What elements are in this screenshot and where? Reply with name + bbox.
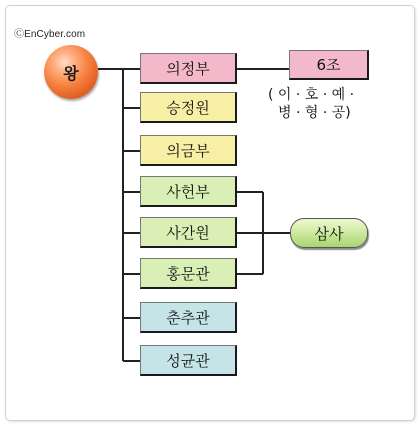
office-seungjeongwon: 승정원: [140, 92, 237, 123]
office-uigeumbu: 의금부: [140, 135, 237, 166]
six-ministries-detail-line1: ( 이 · 호 · 예 ·: [268, 87, 355, 103]
six-ministries-node: 6조: [289, 50, 369, 80]
office-seonggyungwan: 성균관: [140, 345, 237, 376]
king-node: 왕: [44, 45, 98, 99]
office-chunchugwan: 춘추관: [140, 302, 237, 333]
office-uijeongbu: 의정부: [140, 53, 237, 84]
office-hongmungwan: 홍문관: [140, 258, 237, 289]
copyright-label: ⒸEnCyber.com: [14, 29, 86, 40]
samsa-node: 삼사: [290, 218, 368, 248]
six-ministries-detail-line2: 병 · 형 · 공): [278, 105, 351, 121]
office-saheonbu: 사헌부: [140, 176, 237, 207]
office-saganwon: 사간원: [140, 217, 237, 248]
